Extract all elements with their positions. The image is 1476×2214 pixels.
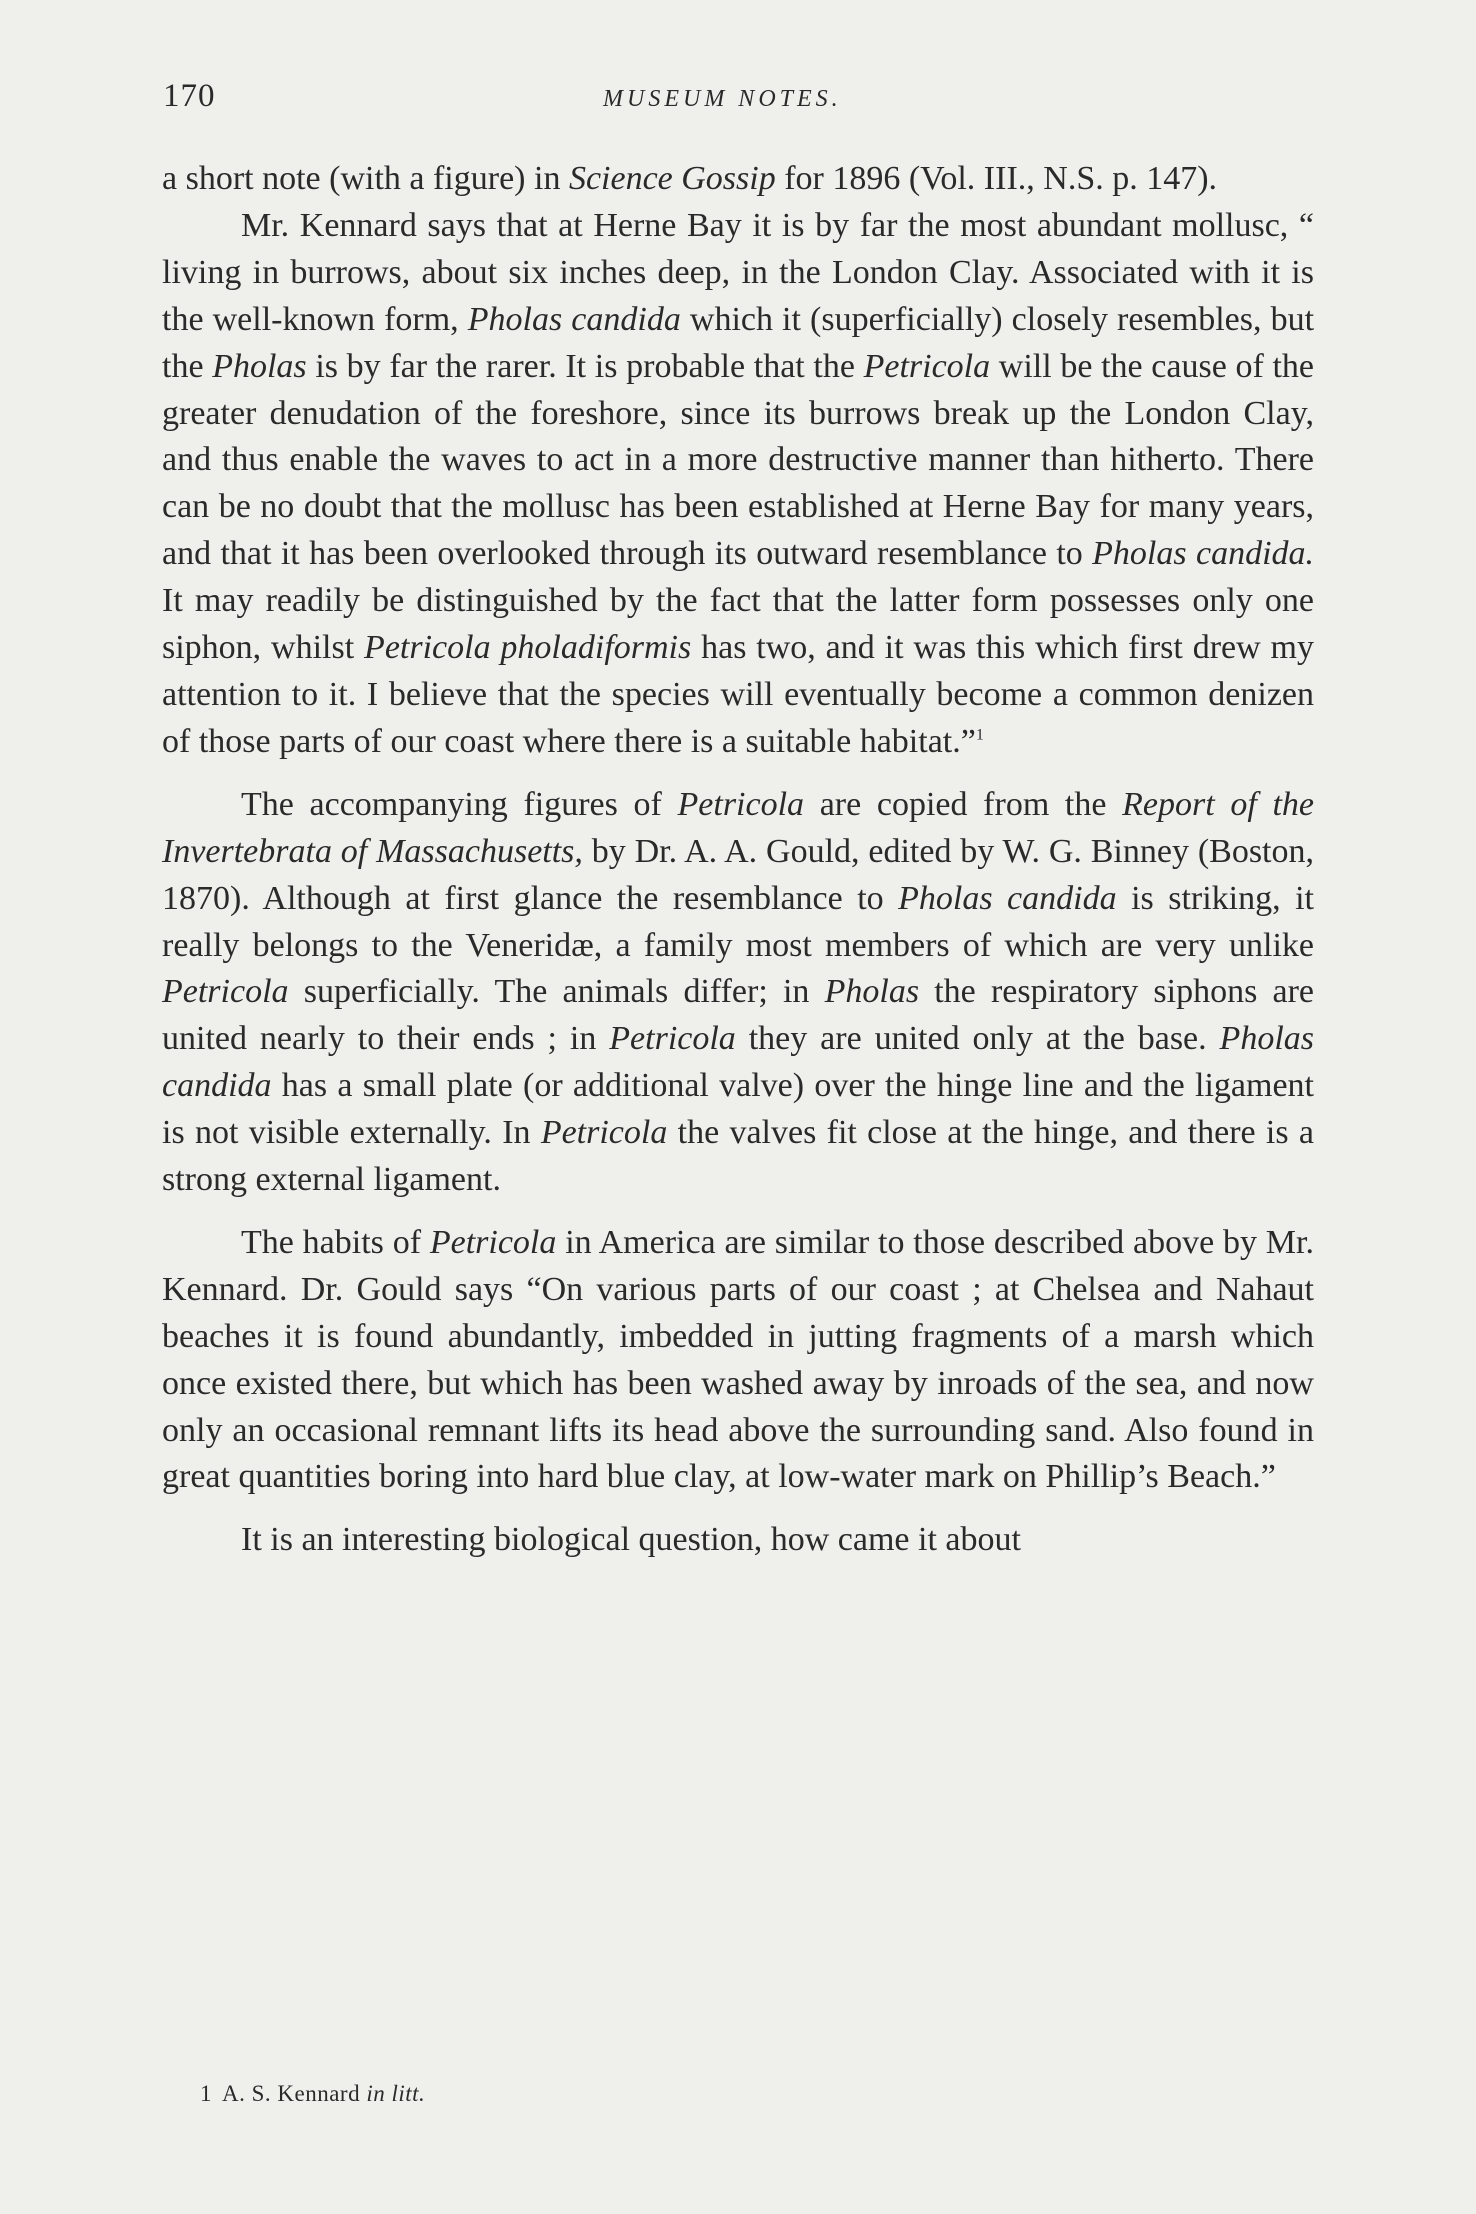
paragraph-kennard-quote (162, 203, 1314, 766)
running-title: MUSEUM NOTES. (603, 86, 842, 112)
text-run: the respiratory siphons are united nearly to their ends ; in (162, 973, 1314, 1058)
text-run: they are united only at the base. (735, 1020, 1220, 1058)
text-run: a short note (with a figure) in (162, 160, 569, 197)
text-run: which it (superficially) closely resembles, but the (162, 300, 1315, 385)
body-text (162, 156, 1314, 1564)
text-run: It may readily be distinguished by the fact that the latter form possesses only one siphon, whilst (162, 582, 1314, 667)
running-head (163, 78, 1313, 128)
text-run: will be the cause of the greater denudation of the foreshore, since its burrows break up the London Clay, and thus enable the waves to act in a more destructive manner than hitherto. There can be no doubt that the mollusc has been established at Herne Bay for many years, and that it has been overlooked through its outward resemblance to (162, 347, 1314, 573)
text-run: Mr. Kennard says that at Herne Bay it is by far the most abundant mollusc, “ living in burrows, about six inches deep, in the London Clay. Associated with it is the well-known form, (162, 206, 1314, 338)
italic-text: Report of the Invertebrata of Massachusetts, (162, 785, 1314, 870)
text-run: for 1896 (Vol. III., N.S. p. 147). (775, 160, 1218, 197)
italic-text: Petricola pholadiformis (364, 629, 692, 667)
text-run: has two, and it was this which first drew my attention to it. I believe that the species will eventually become a common denizen of those parts of our coast where there is a suitable habitat.” (162, 629, 1315, 760)
italic-text: Petricola (162, 973, 289, 1011)
footnote (200, 2081, 425, 2107)
footnote-source: in litt. (366, 2081, 426, 2106)
text-run: has a small plate (or additional valve) over the hinge line and the ligament is not visible externally. In (162, 1067, 1314, 1152)
text-run: The accompanying figures of (241, 785, 678, 823)
footnote-author: A. S. Kennard (222, 2081, 367, 2106)
text-run: are copied from the (804, 785, 1123, 823)
italic-text: Pholas (824, 973, 920, 1011)
text-run: superficially. The animals differ; in (288, 973, 825, 1011)
text-run: the valves fit close at the hinge, and there is a strong external ligament. (162, 1114, 1314, 1199)
italic-text: Petricola (540, 1114, 668, 1152)
italic-text: Science Gossip (568, 160, 776, 197)
footnote-reference: 1 (975, 726, 984, 744)
italic-text: Petricola (677, 785, 805, 823)
text-run: It is an interesting biological question, how came it about (241, 1521, 1021, 1559)
text-run: by Dr. A. A. Gould, edited by W. G. Binney (Boston, 1870). Although at first glance the resemblance to (162, 832, 1315, 917)
italic-text: Pholas candida (162, 1020, 1314, 1105)
italic-text: Pholas (212, 347, 307, 385)
footnote-number: 1 (200, 2081, 212, 2106)
italic-text: Petricola (429, 1223, 557, 1261)
paragraph-habits (162, 1220, 1314, 1501)
italic-text: Petricola (609, 1020, 736, 1058)
paragraph-question (162, 1517, 1314, 1564)
paragraph-figures (162, 782, 1314, 1204)
italic-text: Pholas candida (898, 879, 1117, 917)
italic-text: Petricola (863, 347, 991, 385)
italic-text: Pholas candida (467, 300, 681, 338)
italic-text: Pholas candida. (1092, 535, 1315, 573)
text-run: is by far the rarer. It is probable that the (306, 347, 864, 385)
text-run: The habits of (241, 1223, 430, 1261)
text-run: in America are similar to those described above by Mr. Kennard. Dr. Gould says “On various parts of our coast ; at Chelsea and Nahaut beaches it is found abundantly, imbedded in jutting fragments of a marsh which once existed there, but which has been washed away by inroads of the sea, and now only an occasional remnant lifts its head above the surrounding sand. Also found in great quantities boring into hard blue clay, at low-water mark on Phillip’s Beach.” (162, 1223, 1314, 1496)
page-number: 170 (163, 78, 216, 114)
text-run: is striking, it really belongs to the Veneridæ, a family most members of which are very unlike (162, 879, 1314, 964)
paragraph-continued (162, 156, 1314, 203)
